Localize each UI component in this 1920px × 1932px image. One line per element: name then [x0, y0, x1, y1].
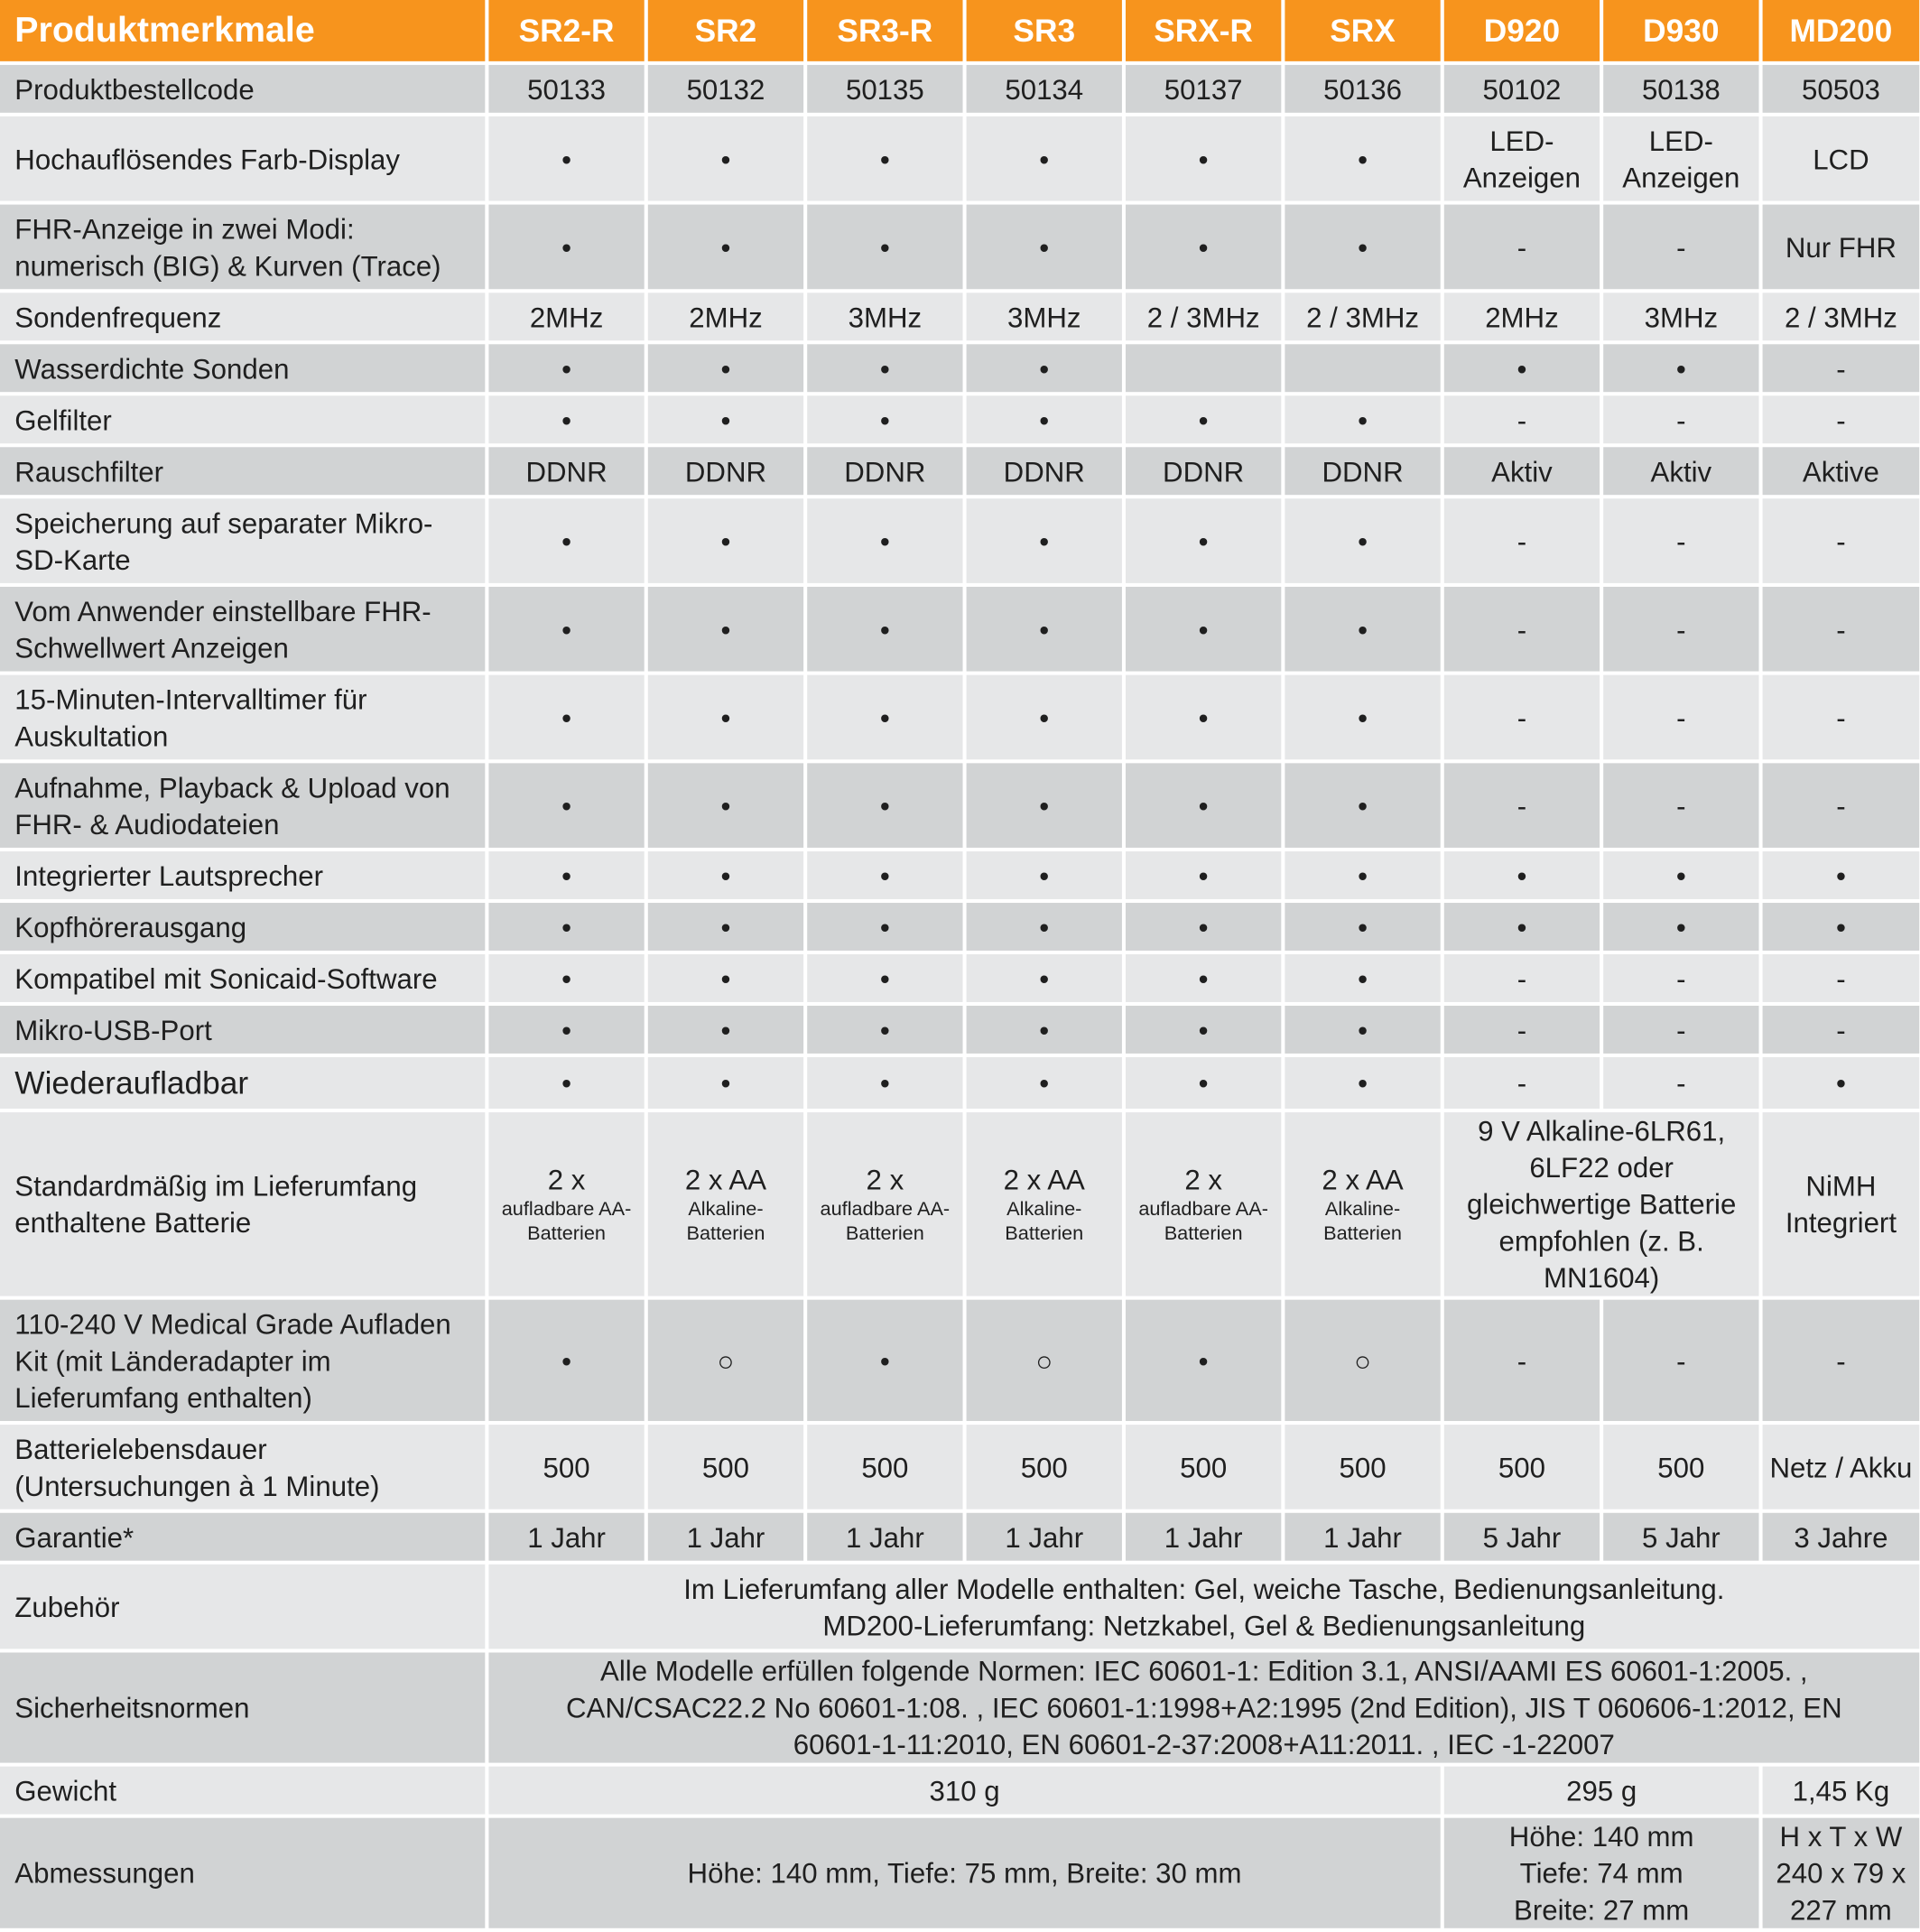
table-cell: •	[967, 1057, 1122, 1109]
table-cell	[648, 1112, 803, 1296]
table-cell: •	[807, 763, 962, 848]
row-label: Gelfilter	[0, 395, 485, 443]
table-cell: DDNR	[1126, 447, 1281, 495]
table-cell	[488, 1112, 644, 1296]
table-cell: •	[807, 903, 962, 951]
table-cell: •	[807, 395, 962, 443]
table-cell: •	[1285, 395, 1440, 443]
table-cell: •	[1126, 1057, 1281, 1109]
table-cell: •	[488, 1300, 644, 1421]
model-header: SR2	[648, 0, 803, 61]
row-label: Speicherung auf separater Mikro-SD-Karte	[0, 498, 485, 583]
battery-main: 2 x	[547, 1164, 586, 1196]
battery-main: 2 x	[1184, 1164, 1222, 1196]
table-cell: 3MHz	[967, 293, 1122, 340]
table-cell: -	[1763, 954, 1920, 1002]
table-cell: -	[1603, 395, 1758, 443]
table-cell: 50134	[967, 65, 1122, 113]
table-cell: -	[1763, 344, 1920, 392]
table-cell: •	[648, 498, 803, 583]
table-cell: -	[1603, 675, 1758, 760]
accessories-line: MD200-Lieferumfang: Netzkabel, Gel & Bedienungsanleitung	[822, 1609, 1586, 1641]
table-cell: 1 Jahr	[1285, 1513, 1440, 1561]
table-cell: 500	[1126, 1425, 1281, 1509]
model-header: D930	[1603, 0, 1758, 61]
table-row	[0, 293, 1919, 340]
battery-main: 2 x AA	[684, 1164, 767, 1196]
weight-row	[0, 1767, 1919, 1815]
table-cell	[1285, 1112, 1440, 1296]
table-cell: -	[1444, 1006, 1600, 1054]
table-cell: •	[1285, 205, 1440, 290]
row-label: Wiederaufladbar	[0, 1057, 485, 1109]
dimensions-md200	[1763, 1818, 1920, 1928]
weight-md200: 1,45 Kg	[1763, 1767, 1920, 1815]
table-cell: •	[967, 1006, 1122, 1054]
table-cell: •	[967, 205, 1122, 290]
table-cell: •	[967, 763, 1122, 848]
row-label: Sicherheitsnormen	[0, 1652, 485, 1762]
table-row	[0, 205, 1919, 290]
table-cell: 1 Jahr	[1126, 1513, 1281, 1561]
table-cell: LCD	[1763, 116, 1920, 201]
table-cell: Aktiv	[1603, 447, 1758, 495]
table-cell: •	[967, 498, 1122, 583]
table-cell: 50132	[648, 65, 803, 113]
table-cell: 50135	[807, 65, 962, 113]
safety-text: Alle Modelle erfüllen folgende Normen: IEC 60601-1: Edition 3.1, ANSI/AAMI ES 60601-1:2005. , CAN/CSAC22.2 No 60601-1:08. , IEC 60601-1:1998+A2:1995 (2nd Edition), JIS T 060606-1:2012, EN 60601-1-11:2010, EN 60601-2-37:2008+A11:2011. , IEC -1-22007	[488, 1652, 1919, 1762]
row-label: Mikro-USB-Port	[0, 1006, 485, 1054]
table-row	[0, 1006, 1919, 1054]
row-label: Wasserdichte Sonden	[0, 344, 485, 392]
warranty-row	[0, 1513, 1919, 1561]
table-cell: •	[807, 1057, 962, 1109]
table-cell: •	[1285, 675, 1440, 760]
extra-rows	[0, 1112, 1919, 1928]
accessories-line: Im Lieferumfang aller Modelle enthalten: Gel, weiche Tasche, Bedienungsanleitung.	[683, 1572, 1725, 1604]
table-cell: -	[1603, 587, 1758, 672]
table-cell: •	[1126, 116, 1281, 201]
table-cell: 50136	[1285, 65, 1440, 113]
table-row	[0, 447, 1919, 495]
table-row	[0, 954, 1919, 1002]
table-cell: -	[1444, 587, 1600, 672]
dimension-line: 240 x 79 x	[1776, 1857, 1906, 1890]
table-cell: •	[967, 675, 1122, 760]
table-cell: 2 / 3MHz	[1763, 293, 1920, 340]
table-cell: •	[1285, 116, 1440, 201]
table-cell: •	[807, 205, 962, 290]
battery-sub: Alkaline-Batterien	[1005, 1199, 1084, 1245]
table-cell: •	[648, 903, 803, 951]
table-cell: 500	[488, 1425, 644, 1509]
battery-d-series: 9 V Alkaline-6LR61, 6LF22 oder gleichwertige Batterie empfohlen (z. B. MN1604)	[1444, 1112, 1759, 1296]
table-cell: -	[1603, 1006, 1758, 1054]
table-row	[0, 903, 1919, 951]
dimensions-row	[0, 1818, 1919, 1928]
table-cell: •	[1444, 344, 1600, 392]
table-cell: 2MHz	[1444, 293, 1600, 340]
charger-row	[0, 1300, 1919, 1421]
table-row	[0, 65, 1919, 113]
table-cell: •	[1126, 498, 1281, 583]
weight-d-series: 295 g	[1444, 1767, 1759, 1815]
table-cell: Netz / Akku	[1763, 1425, 1920, 1509]
table-cell: -	[1763, 1300, 1920, 1421]
battery-sub: aufladbare AA-Batterien	[1138, 1199, 1268, 1245]
table-row	[0, 395, 1919, 443]
table-cell: -	[1444, 675, 1600, 760]
table-cell: •	[648, 116, 803, 201]
dimension-line: 227 mm	[1790, 1893, 1892, 1927]
battery-main: 2 x AA	[1322, 1164, 1404, 1196]
table-cell: •	[1285, 851, 1440, 899]
table-cell: 1 Jahr	[488, 1513, 644, 1561]
table-cell: -	[1763, 587, 1920, 672]
table-cell: •	[488, 205, 644, 290]
table-row	[0, 344, 1919, 392]
row-label: Batterielebensdauer (Untersuchungen à 1 Minute)	[0, 1425, 485, 1509]
row-label: Produktbestellcode	[0, 65, 485, 113]
row-label: Kopfhörerausgang	[0, 903, 485, 951]
table-cell: •	[648, 395, 803, 443]
table-cell: •	[967, 954, 1122, 1002]
table-row	[0, 763, 1919, 848]
table-cell: -	[1763, 675, 1920, 760]
model-header: SRX	[1285, 0, 1440, 61]
table-row	[0, 116, 1919, 201]
table-cell: 500	[967, 1425, 1122, 1509]
table-cell: •	[648, 1057, 803, 1109]
table-cell: •	[1603, 344, 1758, 392]
table-row	[0, 498, 1919, 583]
table-cell: 500	[1444, 1425, 1600, 1509]
table-cell: •	[1763, 903, 1920, 951]
table-cell: •	[1126, 675, 1281, 760]
model-header: SRX-R	[1126, 0, 1281, 61]
table-cell: -	[1603, 763, 1758, 848]
table-cell: -	[1444, 1300, 1600, 1421]
table-cell: -	[1763, 395, 1920, 443]
table-cell: 5 Jahr	[1603, 1513, 1758, 1561]
row-label: Zubehör	[0, 1565, 485, 1649]
table-cell: 50138	[1603, 65, 1758, 113]
table-cell: -	[1444, 205, 1600, 290]
table-cell: -	[1444, 763, 1600, 848]
table-cell: •	[488, 1006, 644, 1054]
table-cell: -	[1603, 954, 1758, 1002]
table-cell: 50102	[1444, 65, 1600, 113]
row-label: Vom Anwender einstellbare FHR-Schwellwert Anzeigen	[0, 587, 485, 672]
table-cell: DDNR	[648, 447, 803, 495]
table-cell: •	[1126, 205, 1281, 290]
table-cell: LED-Anzeigen	[1444, 116, 1600, 201]
table-cell: •	[1126, 395, 1281, 443]
row-label: Aufnahme, Playback & Upload von FHR- & Audiodateien	[0, 763, 485, 848]
battery-life-row	[0, 1425, 1919, 1509]
table-cell: •	[807, 498, 962, 583]
battery-row	[0, 1112, 1919, 1296]
table-row	[0, 587, 1919, 672]
table-cell: -	[1763, 498, 1920, 583]
table-cell: •	[488, 395, 644, 443]
table-cell: 2 / 3MHz	[1285, 293, 1440, 340]
table-cell: •	[807, 675, 962, 760]
table-row	[0, 1057, 1919, 1109]
row-label: 15-Minuten-Intervalltimer für Auskultation	[0, 675, 485, 760]
table-cell: •	[1126, 587, 1281, 672]
table-cell: -	[1603, 498, 1758, 583]
table-cell: 1 Jahr	[807, 1513, 962, 1561]
row-label: Abmessungen	[0, 1818, 485, 1928]
table-cell: 2MHz	[648, 293, 803, 340]
row-label: Sondenfrequenz	[0, 293, 485, 340]
row-label: Standardmäßig im Lieferumfang enthaltene Batterie	[0, 1112, 485, 1296]
table-cell: -	[1763, 763, 1920, 848]
table-cell	[1126, 344, 1281, 392]
table-cell: DDNR	[488, 447, 644, 495]
table-cell: •	[648, 954, 803, 1002]
table-cell: -	[1444, 395, 1600, 443]
model-header: SR2-R	[488, 0, 644, 61]
table-cell: •	[967, 587, 1122, 672]
table-cell: DDNR	[967, 447, 1122, 495]
row-label: FHR-Anzeige in zwei Modi: numerisch (BIG) & Kurven (Trace)	[0, 205, 485, 290]
table-cell: Aktiv	[1444, 447, 1600, 495]
accessories-text	[488, 1565, 1919, 1649]
table-cell: -	[1763, 1006, 1920, 1054]
table-cell: •	[807, 851, 962, 899]
dimension-line: Höhe: 140 mm	[1508, 1820, 1694, 1853]
model-header: SR3-R	[807, 0, 962, 61]
table-cell: 2 / 3MHz	[1126, 293, 1281, 340]
table-cell: Nur FHR	[1763, 205, 1920, 290]
table-cell: •	[1603, 903, 1758, 951]
table-cell: •	[1285, 1057, 1440, 1109]
battery-sub: aufladbare AA-Batterien	[820, 1199, 951, 1245]
table-cell: •	[488, 903, 644, 951]
table-cell: •	[1126, 1006, 1281, 1054]
table-cell: •	[488, 763, 644, 848]
table-cell: •	[807, 587, 962, 672]
table-cell: •	[648, 675, 803, 760]
table-cell: •	[1126, 851, 1281, 899]
row-label: Kompatibel mit Sonicaid-Software	[0, 954, 485, 1002]
table-cell: -	[1603, 1300, 1758, 1421]
table-cell: •	[807, 954, 962, 1002]
dimension-line: H x T x W	[1779, 1820, 1903, 1853]
header-label: Produktmerkmale	[0, 0, 485, 61]
table-cell: •	[648, 763, 803, 848]
table-cell: •	[648, 205, 803, 290]
table-cell: •	[1444, 851, 1600, 899]
table-cell: 3MHz	[1603, 293, 1758, 340]
table-cell: •	[488, 851, 644, 899]
table-cell: 50503	[1763, 65, 1920, 113]
table-cell: •	[488, 344, 644, 392]
battery-main: 2 x AA	[1003, 1164, 1085, 1196]
table-cell: LED-Anzeigen	[1603, 116, 1758, 201]
battery-md200: NiMH Integriert	[1763, 1112, 1920, 1296]
accessories-row	[0, 1565, 1919, 1649]
table-cell: 1 Jahr	[967, 1513, 1122, 1561]
table-cell: •	[807, 1006, 962, 1054]
table-cell: •	[1763, 1057, 1920, 1109]
safety-row	[0, 1652, 1919, 1762]
table-cell: 500	[807, 1425, 962, 1509]
row-label: Integrierter Lautsprecher	[0, 851, 485, 899]
table-cell: -	[1603, 1057, 1758, 1109]
table-row	[0, 851, 1919, 899]
table-cell: •	[807, 1300, 962, 1421]
table-cell: •	[488, 116, 644, 201]
table-cell: •	[488, 498, 644, 583]
table-cell: •	[1285, 1006, 1440, 1054]
table-cell: ○	[967, 1300, 1122, 1421]
table-cell: 3MHz	[807, 293, 962, 340]
table-cell: •	[1126, 1300, 1281, 1421]
table-cell	[1126, 1112, 1281, 1296]
table-cell: 3 Jahre	[1763, 1513, 1920, 1561]
table-cell: ○	[1285, 1300, 1440, 1421]
battery-sub: Alkaline-Batterien	[1323, 1199, 1402, 1245]
dimension-line: Tiefe: 74 mm	[1519, 1857, 1683, 1890]
table-cell: •	[648, 1006, 803, 1054]
table-cell: •	[1444, 903, 1600, 951]
table-cell: •	[967, 116, 1122, 201]
table-cell: •	[648, 344, 803, 392]
table-cell	[967, 1112, 1122, 1296]
table-cell: •	[1285, 763, 1440, 848]
header-row	[0, 0, 1919, 61]
table-cell: •	[1126, 954, 1281, 1002]
table-cell: DDNR	[1285, 447, 1440, 495]
table-cell: •	[1285, 903, 1440, 951]
table-cell: -	[1603, 205, 1758, 290]
table-cell: DDNR	[807, 447, 962, 495]
table-cell: •	[807, 116, 962, 201]
battery-main: 2 x	[866, 1164, 904, 1196]
table-cell: •	[648, 587, 803, 672]
model-header: D920	[1444, 0, 1600, 61]
table-cell: •	[967, 903, 1122, 951]
table-cell: •	[1126, 763, 1281, 848]
table-cell: 2MHz	[488, 293, 644, 340]
table-cell: •	[967, 851, 1122, 899]
table-cell	[1285, 344, 1440, 392]
table-cell: -	[1444, 954, 1600, 1002]
table-cell: •	[1603, 851, 1758, 899]
table-cell: -	[1444, 498, 1600, 583]
table-cell: •	[648, 851, 803, 899]
battery-sub: aufladbare AA-Batterien	[501, 1199, 632, 1245]
dimensions-d-series	[1444, 1818, 1759, 1928]
table-cell: 5 Jahr	[1444, 1513, 1600, 1561]
dimensions-sr-series: Höhe: 140 mm, Tiefe: 75 mm, Breite: 30 mm	[488, 1818, 1440, 1928]
table-cell: •	[967, 395, 1122, 443]
table-cell: •	[807, 344, 962, 392]
table-cell	[807, 1112, 962, 1296]
table-cell: •	[1285, 587, 1440, 672]
row-label: Garantie*	[0, 1513, 485, 1561]
table-cell: -	[1444, 1057, 1600, 1109]
table-cell: •	[488, 675, 644, 760]
table-cell: •	[488, 1057, 644, 1109]
table-cell: •	[1763, 851, 1920, 899]
table-cell: 50133	[488, 65, 644, 113]
weight-sr-series: 310 g	[488, 1767, 1440, 1815]
feature-rows	[0, 65, 1919, 1109]
table-cell: •	[488, 954, 644, 1002]
model-header: SR3	[967, 0, 1122, 61]
table-cell: 50137	[1126, 65, 1281, 113]
row-label: Rauschfilter	[0, 447, 485, 495]
table-cell: ○	[648, 1300, 803, 1421]
table-cell: 500	[1285, 1425, 1440, 1509]
table-cell: •	[1285, 954, 1440, 1002]
table-cell: •	[1126, 903, 1281, 951]
table-cell: 1 Jahr	[648, 1513, 803, 1561]
row-label: Gewicht	[0, 1767, 485, 1815]
dimension-line: Breite: 27 mm	[1514, 1893, 1690, 1927]
row-label: Hochauflösendes Farb-Display	[0, 116, 485, 201]
table-cell: 500	[648, 1425, 803, 1509]
table-cell: 500	[1603, 1425, 1758, 1509]
row-label: 110-240 V Medical Grade Aufladen Kit (mit Länderadapter im Lieferumfang enthalten)	[0, 1300, 485, 1421]
model-header: MD200	[1763, 0, 1920, 61]
table-cell: •	[488, 587, 644, 672]
table-cell: •	[967, 344, 1122, 392]
table-cell: •	[1285, 498, 1440, 583]
table-row	[0, 675, 1919, 760]
battery-sub: Alkaline-Batterien	[686, 1199, 765, 1245]
table-cell: Aktive	[1763, 447, 1920, 495]
